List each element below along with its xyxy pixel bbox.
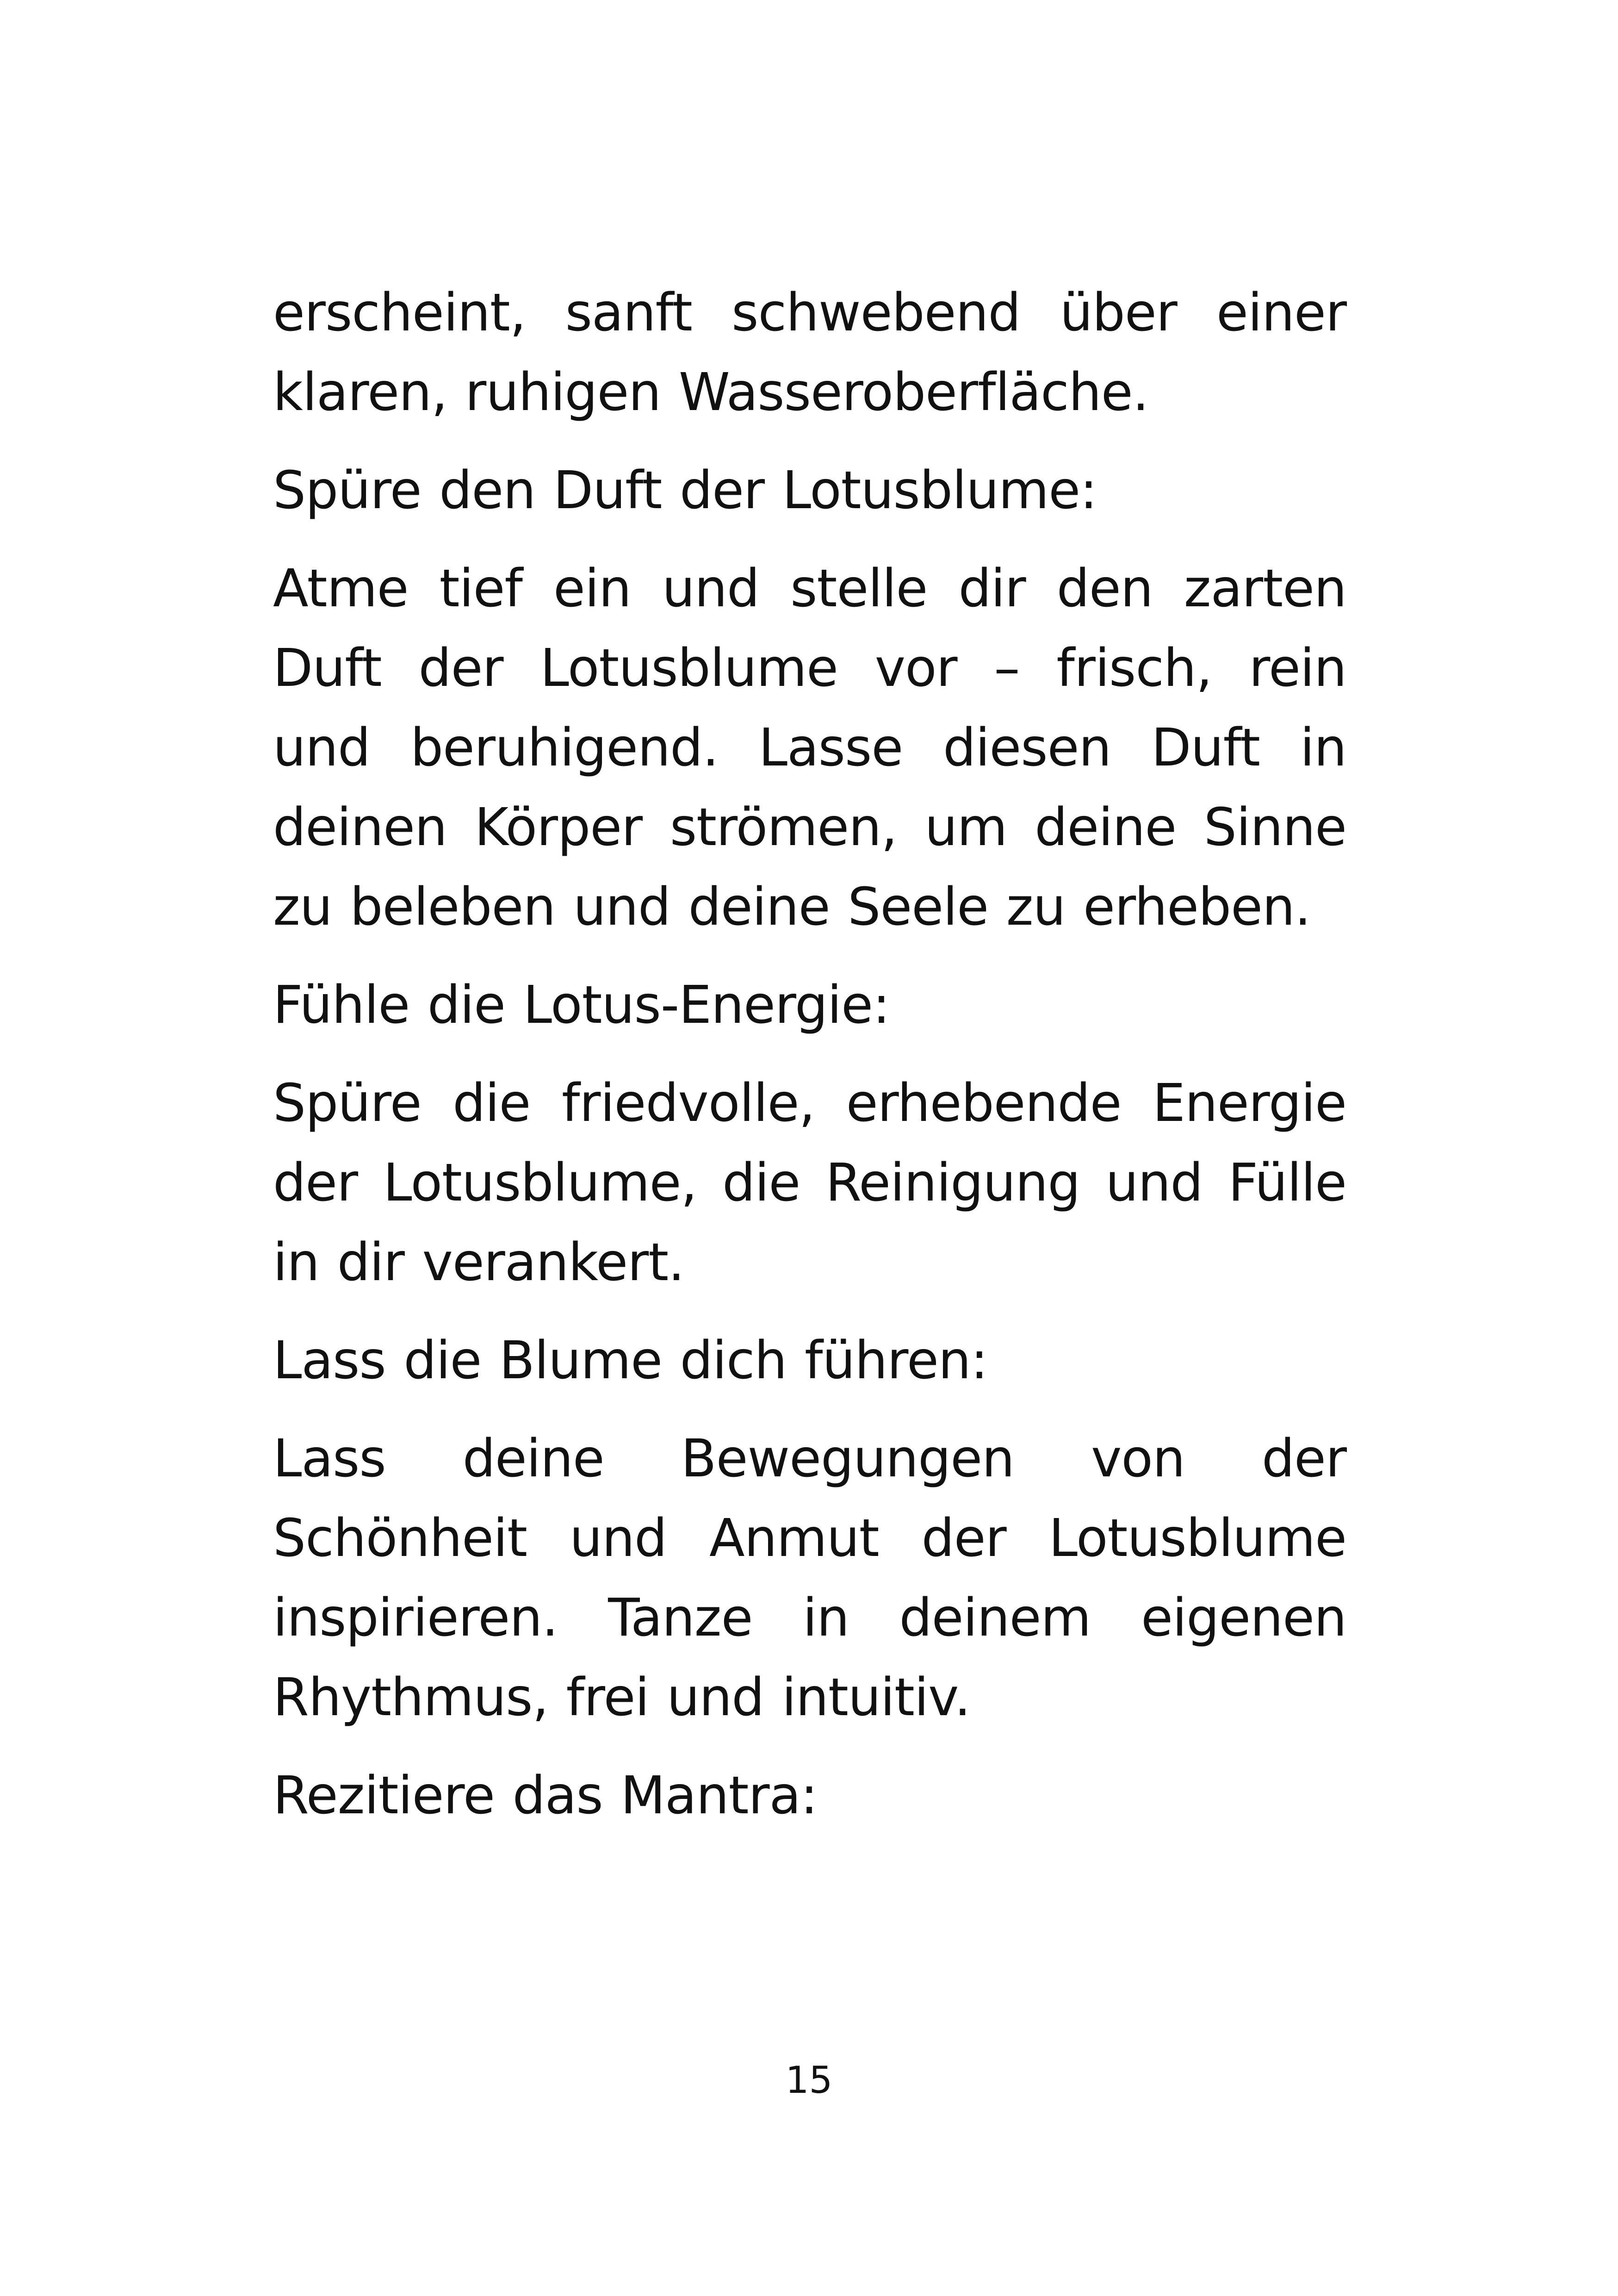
text-column — [273, 273, 1346, 1854]
heading-recite-mantra: Rezitiere das Mantra: — [273, 1766, 818, 1826]
heading-feel-scent: Spüre den Duft der Lotusblume: — [273, 460, 1097, 521]
heading-feel-energy: Fühle die Lotus-Energie: — [273, 975, 890, 1035]
paragraph-floating-description: erscheint, sanft schwebend über einer klaren, ruhigen Wasseroberfläche. — [273, 283, 1346, 423]
paragraph-energy: Spüre die friedvolle, erhebende Energie der Lotusblume, die Reinigung und Fülle in dir verankert. — [273, 1073, 1346, 1293]
paragraph-breathe-scent: Atme tief ein und stelle dir den zarten Duft der Lotusblume vor – frisch, rein und beruhigend. Lasse diesen Duft in deinen Körper strömen, um deine Sinne zu beleben und deine Seele zu erheben. — [273, 559, 1346, 937]
heading-let-flower-guide: Lass die Blume dich führen: — [273, 1331, 988, 1391]
page-number: 15 — [785, 2059, 833, 2102]
paragraph-dance: Lass deine Bewegungen von der Schönheit und Anmut der Lotusblume inspirieren. Tanze in deinem eigenen Rhythmus, frei und intuitiv. — [273, 1429, 1346, 1728]
